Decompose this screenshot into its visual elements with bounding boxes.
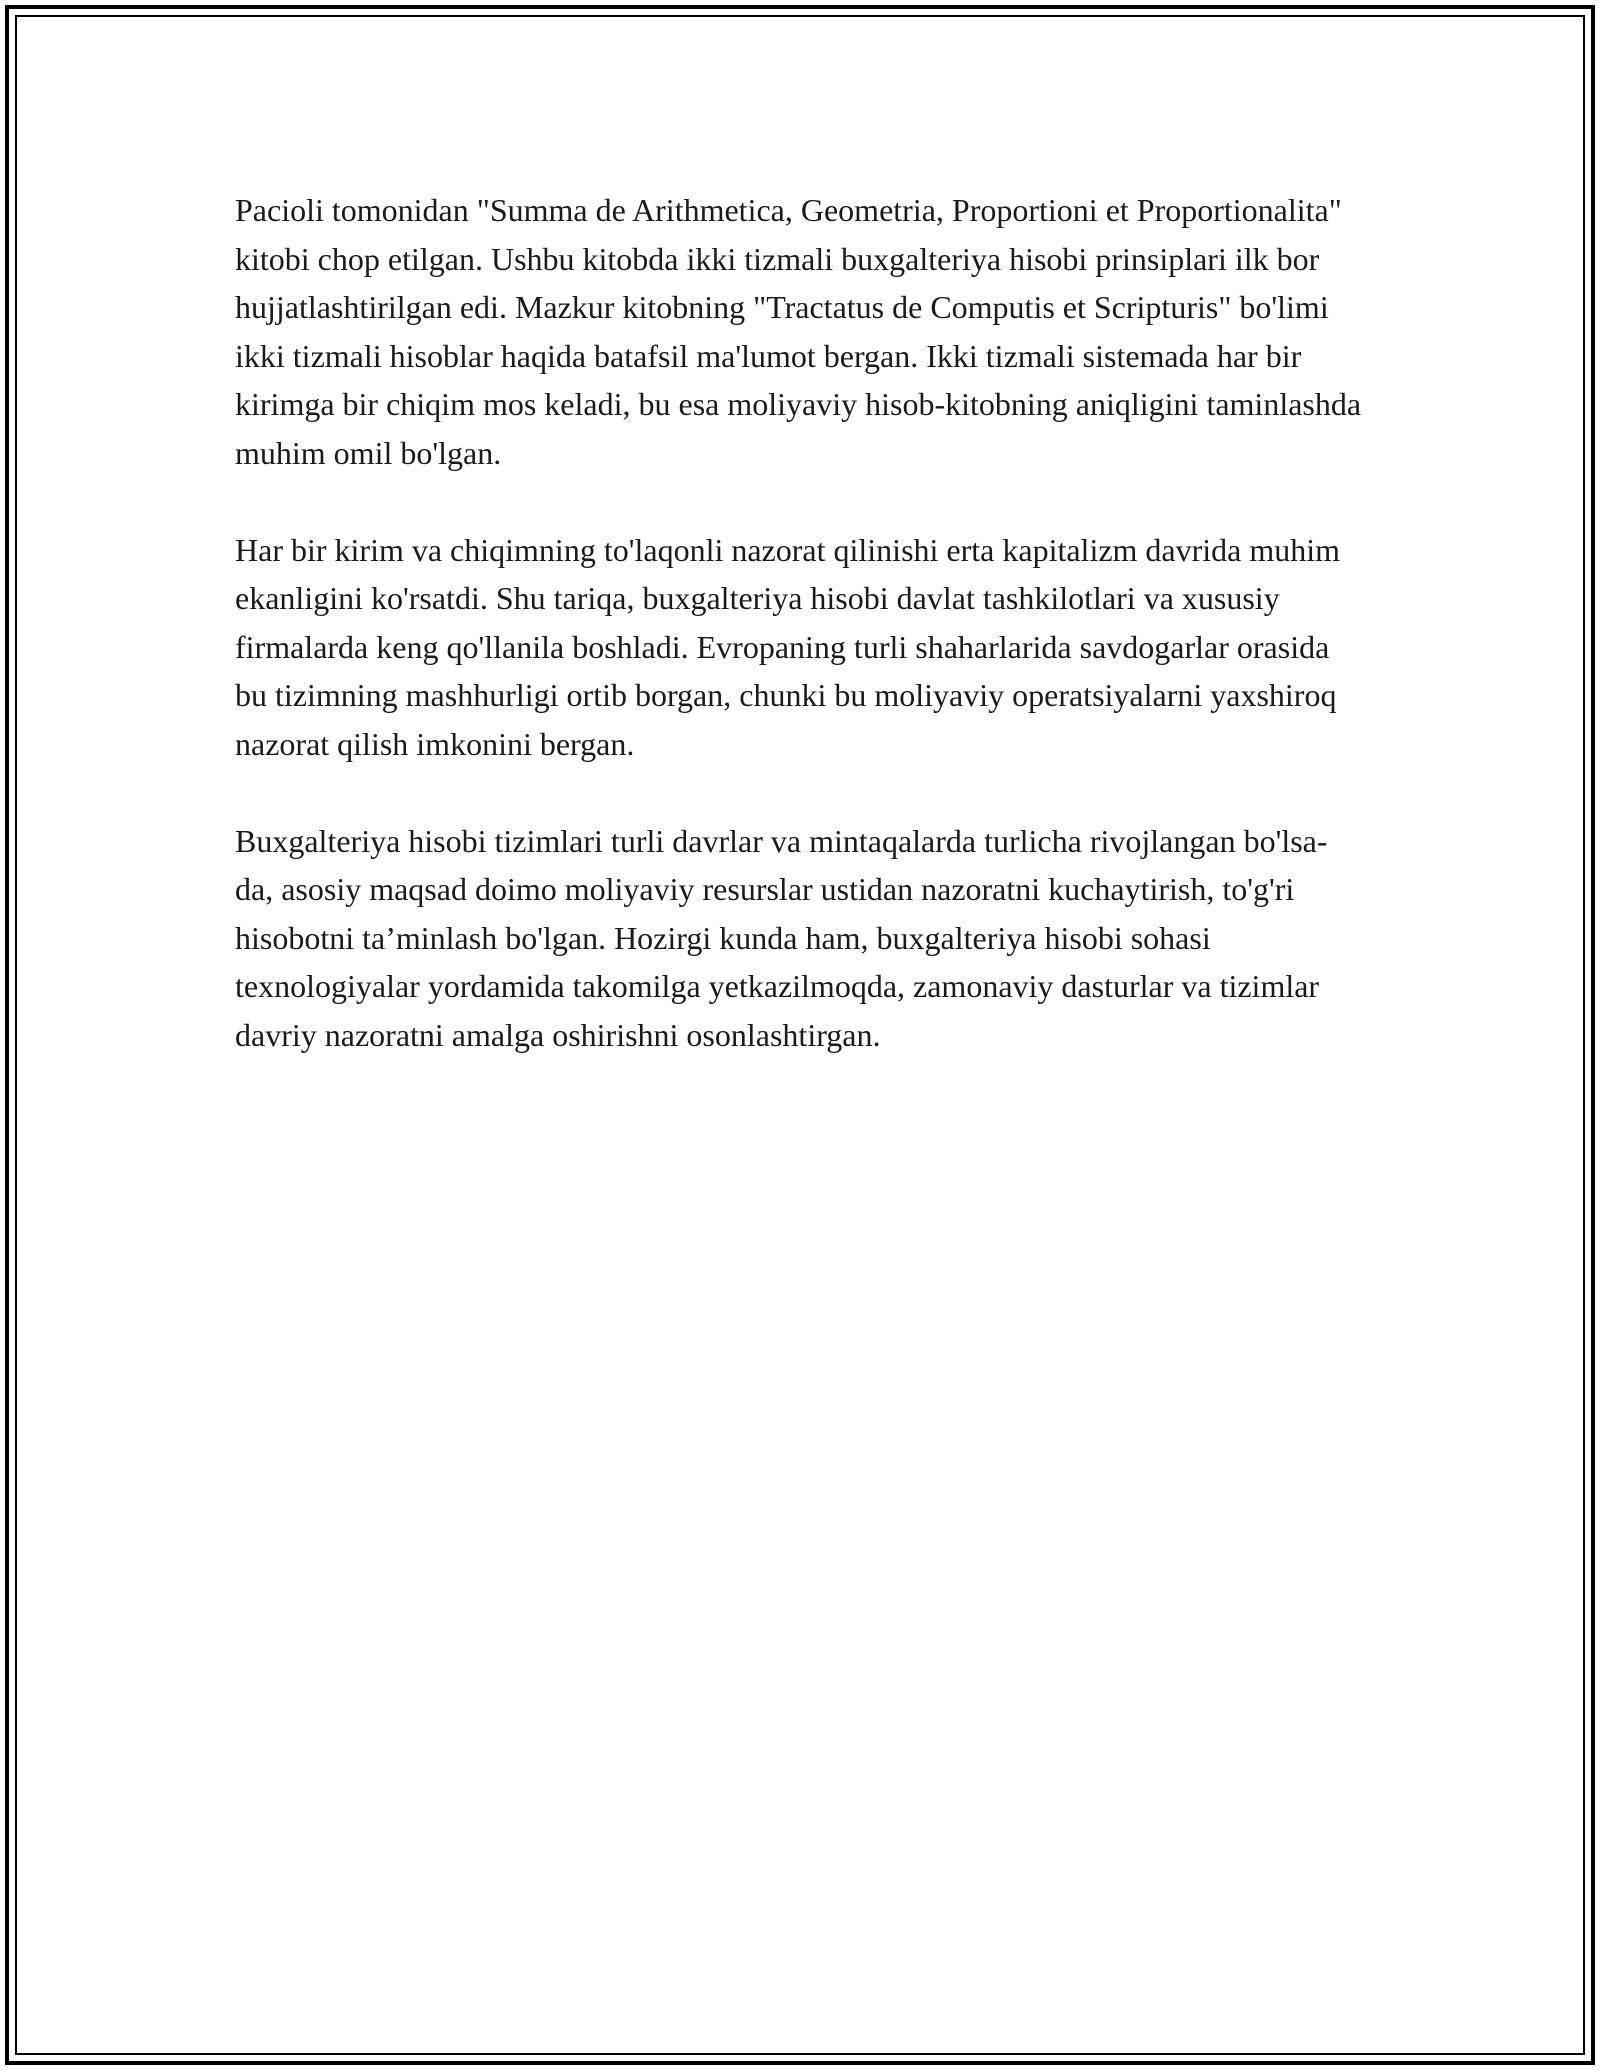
paragraph-1: Pacioli tomonidan "Summa de Arithmetica, Geometria, Proportioni et Proportionalita" kitobi chop etilgan. Ushbu kitobda ikki tizmali buxgalteriya hisobi prinsiplari ilk bor hujjatlashtirilgan edi. Mazkur kitobning "Tractatus de Computis et Scripturis" bo'limi ikki tizmali hisoblar haqida batafsil ma'lumot bergan. Ikki tizmali sistemada har bir kirimga bir chiqim mos keladi, bu esa moliyaviy hisob-kitobning aniqligini taminlashda muhim omil bo'lgan. — [235, 192, 1362, 471]
paragraph-2: Har bir kirim va chiqimning to'laqonli nazorat qilinishi erta kapitalizm davrida muhim ekanligini ko'rsatdi. Shu tariqa, buxgalteriya hisobi davlat tashkilotlari va xususiy firmalarda keng qo'llanila boshladi. Evropaning turli shaharlarida savdogarlar orasida bu tizimning mashhurligi ortib borgan, chunki bu moliyaviy operatsiyalarni yaxshiroq nazorat qilish imkonini bergan. — [235, 531, 1341, 762]
document-body — [235, 186, 1365, 1108]
paragraph-3: Buxgalteriya hisobi tizimlari turli davrlar va mintaqalarda turlicha rivojlangan bo'lsa-da, asosiy maqsad doimo moliyaviy resurslar ustidan nazoratni kuchaytirish, to'g'ri hisobotni ta’minlash bo'lgan. Hozirgi kunda ham, buxgalteriya hisobi sohasi texnologiyalar yordamida takomilga yetkazilmoqda, zamonaviy dasturlar va tizimlar davriy nazoratni amalga oshirishni osonlashtirgan. — [235, 822, 1328, 1053]
